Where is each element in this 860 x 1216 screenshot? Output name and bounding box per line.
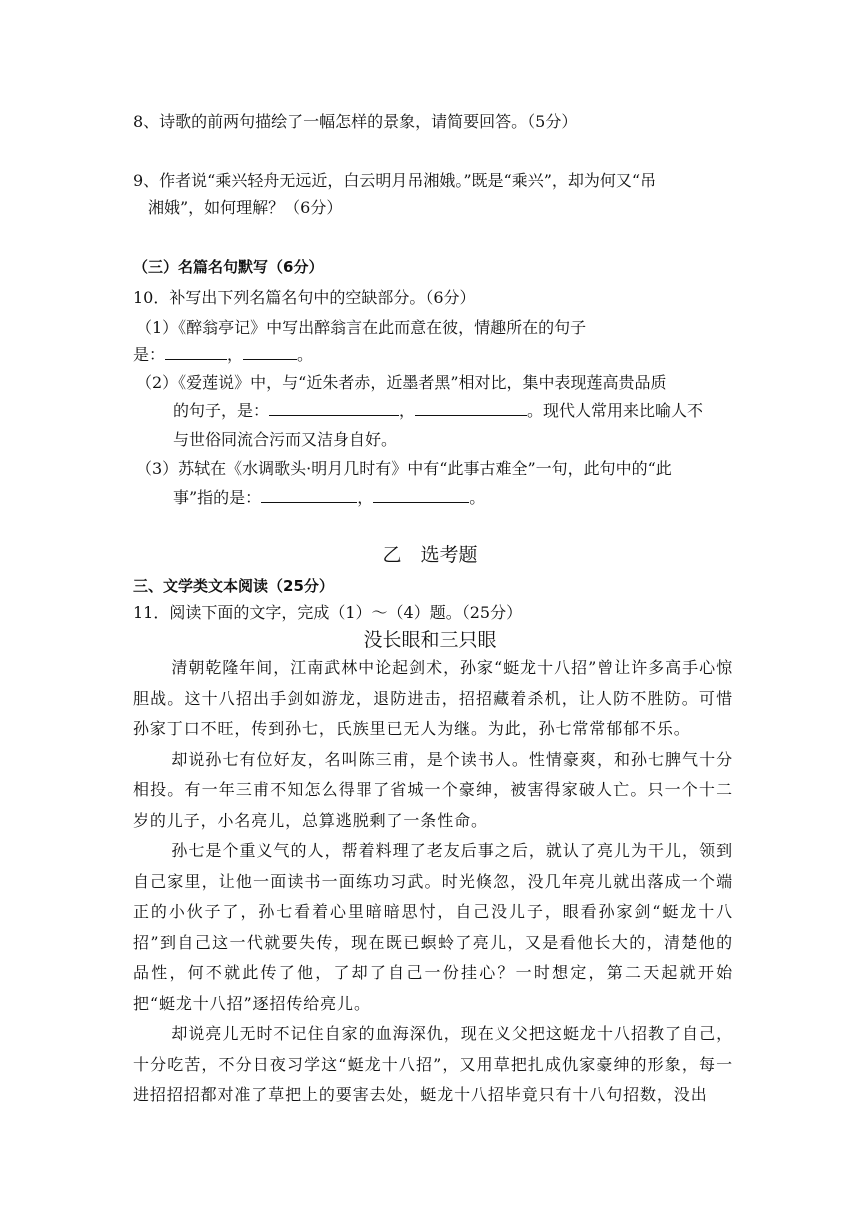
question-10-intro: 10．补写出下列名篇名句中的空缺部分。（6分） [133, 288, 476, 307]
separator: ， [357, 488, 374, 507]
answer-prefix: 的句子，是： [173, 401, 270, 420]
section-3-title: （三）名篇名句默写（6分） [133, 258, 324, 276]
question-9-line2: 湘娥”，如何理解？（6分） [148, 198, 343, 217]
question-11-intro: 11．阅读下面的文字，完成（1）～（4）题。（25分） [133, 603, 523, 622]
part-b-title: 乙 选考题 [382, 544, 478, 566]
section-literature-title: 三、文学类文本阅读（25分） [133, 577, 334, 595]
answer-blank[interactable] [269, 401, 399, 416]
story-paragraph: 孙七是个重义气的人，帮着料理了老友后事之后，就认了亮儿为干儿，领到自己家里，让他一面读书一面练功习武。时光倏忽，没几年亮儿就出落成一个端正的小伙子了，孙七看着心里暗暗思忖，自己没儿子，眼看孙家剑“蜓龙十八招”到自己这一代就要失传，现在既已螟蛉了亮儿，又是看他长大的，清楚他的品性，何不就此传了他，了却了自己一份挂心？一时想定，第二天起就开始把“蜓龙十八招”逐招传给亮儿。 [133, 841, 733, 1013]
answer-prefix: 事”指的是： [173, 488, 262, 507]
separator: ， [227, 345, 244, 364]
story-title: 没长眼和三只眼 [363, 629, 497, 651]
answer-blank[interactable] [243, 345, 297, 360]
question-10-3-line2 [173, 488, 485, 508]
answer-blank[interactable] [165, 345, 227, 360]
question-10-1-line1: （1）《醉翁亭记》中写出醉翁言在此而意在彼，情趣所在的句子 [136, 318, 587, 337]
question-10-2-line3: 与世俗同流合污而又洁身自好。 [173, 430, 398, 449]
question-10-2-line1: （2）《爱莲说》中，与“近朱者赤，近墨者黑”相对比，集中表现莲高贵品质 [136, 373, 667, 392]
end-mark: 。 [469, 488, 486, 507]
story-paragraph: 却说亮儿无时不记住自家的血海深仇，现在义父把这蜓龙十八招教了自己，十分吃苦，不分日夜习学这“蜓龙十八招”，又用草把扎成仇家豪绅的形象，每一进招招招都对准了草把上的要害去处，蜓龙十八招毕竟只有十八句招数，没出 [133, 1024, 733, 1104]
line-suffix: 。现代人常用来比喻人不 [527, 401, 704, 420]
question-10-3-line1: （3）苏轼在《水调歌头·明月几时有》中有“此事古难全”一句，此句中的“此 [136, 459, 672, 478]
answer-blank[interactable] [415, 401, 527, 416]
separator: ， [399, 401, 416, 420]
story-paragraph: 清朝乾隆年间，江南武林中论起剑术，孙家“蜓龙十八招”曾让许多高手心惊胆战。这十八招出手剑如游龙，退防进击，招招藏着杀机，让人防不胜防。可惜孙家丁口不旺，传到孙七，氏族里已无人为继。为此，孙七常常郁郁不乐。 [133, 658, 733, 738]
answer-prefix: 是： [133, 345, 166, 364]
story-body [133, 653, 733, 1111]
question-10-2-line2 [173, 401, 703, 421]
story-paragraph: 却说孙七有位好友，名叫陈三甫，是个读书人。性情豪爽，和孙七脾气十分相投。有一年三甫不知怎么得罪了省城一个豪绅，被害得家破人亡。只一个十二岁的儿子，小名亮儿，总算逃脱剩了一条性命。 [133, 749, 733, 830]
end-mark: 。 [297, 345, 314, 364]
question-8: 8、诗歌的前两句描绘了一幅怎样的景象，请简要回答。（5分） [133, 112, 578, 131]
answer-blank[interactable] [261, 488, 357, 503]
question-10-1-line2 [133, 345, 313, 365]
question-9-line1: 9、作者说“乘兴轻舟无远近，白云明月吊湘娥。”既是“乘兴”，却为何又“吊 [133, 171, 657, 190]
answer-blank[interactable] [373, 488, 469, 503]
